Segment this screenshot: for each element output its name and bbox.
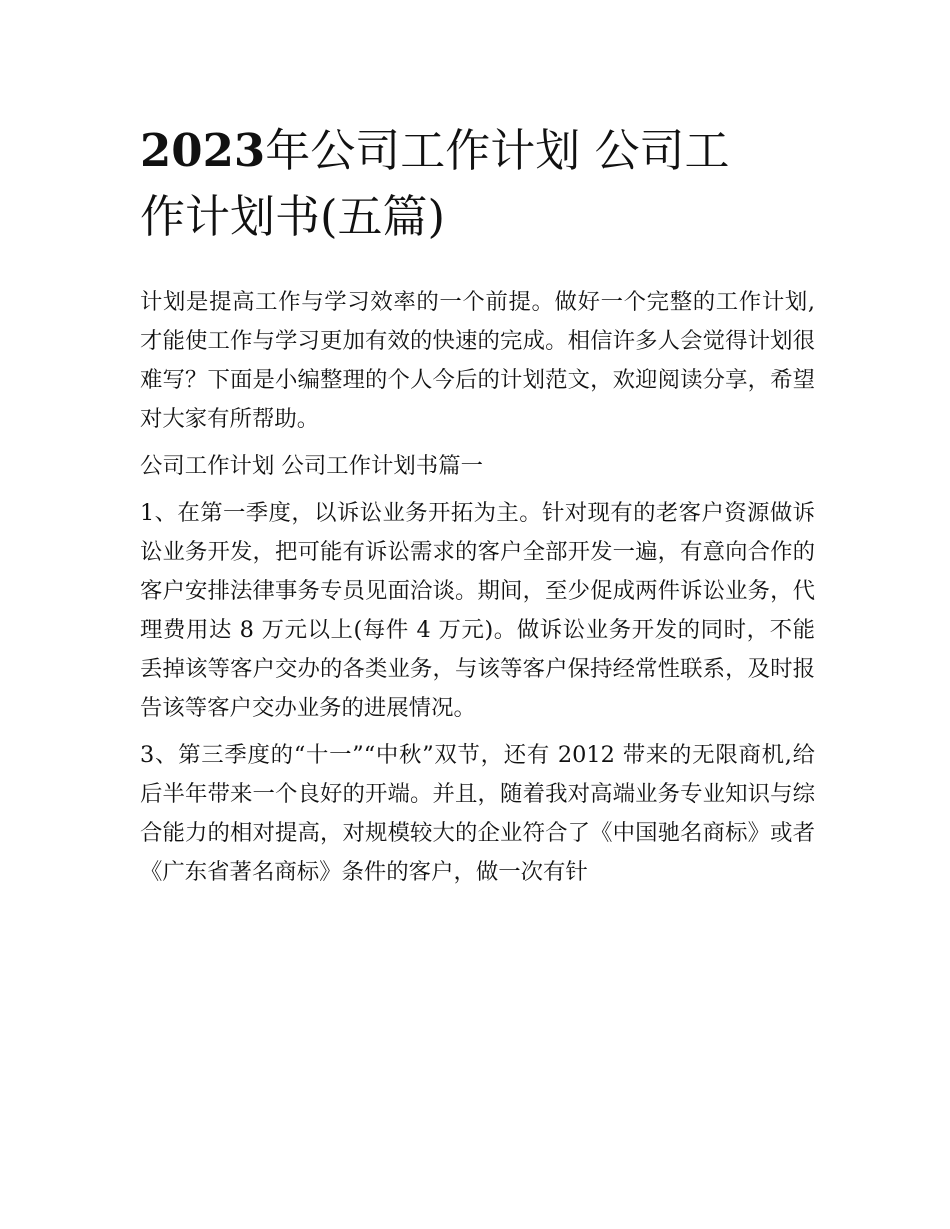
- document-page: [140, 118, 815, 892]
- document-title: [140, 118, 815, 250]
- title-year: 2023: [140, 124, 266, 177]
- plan-item-3: 3、第三季度的“十一”“中秋”双节，还有 2012 带来的无限商机,给后半年带来一个良好的开端。并且，随着我对高端业务专业知识与综合能力的相对提高，对规模较大的企业符合了《中国驰名商标》或者《广东省著名商标》条件的客户，做一次有针: [140, 742, 815, 885]
- intro-paragraph: 计划是提高工作与学习效率的一个前提。做好一个完整的工作计划,才能使工作与学习更加有效的快速的完成。相信许多人会觉得计划很难写？下面是小编整理的个人今后的计划范文，欢迎阅读分享，希望对大家有所帮助。: [140, 289, 815, 432]
- section-heading: 公司工作计划 公司工作计划书篇一: [140, 453, 483, 479]
- title-text-line2: 作计划书(五篇): [140, 190, 446, 243]
- title-text-line1: 年公司工作计划 公司工: [265, 124, 730, 177]
- plan-item-1: 1、在第一季度，以诉讼业务开拓为主。针对现有的老客户资源做诉讼业务开发，把可能有诉讼需求的客户全部开发一遍，有意向合作的客户安排法律事务专员见面洽谈。期间，至少促成两件诉讼业务，代理费用达 8 万元以上(每件 4 万元)。做诉讼业务开发的同时，不能丢掉该等客户交办的各类业务，与该等客户保持经常性联系，及时报告该等客户交办业务的进展情况。: [140, 500, 815, 721]
